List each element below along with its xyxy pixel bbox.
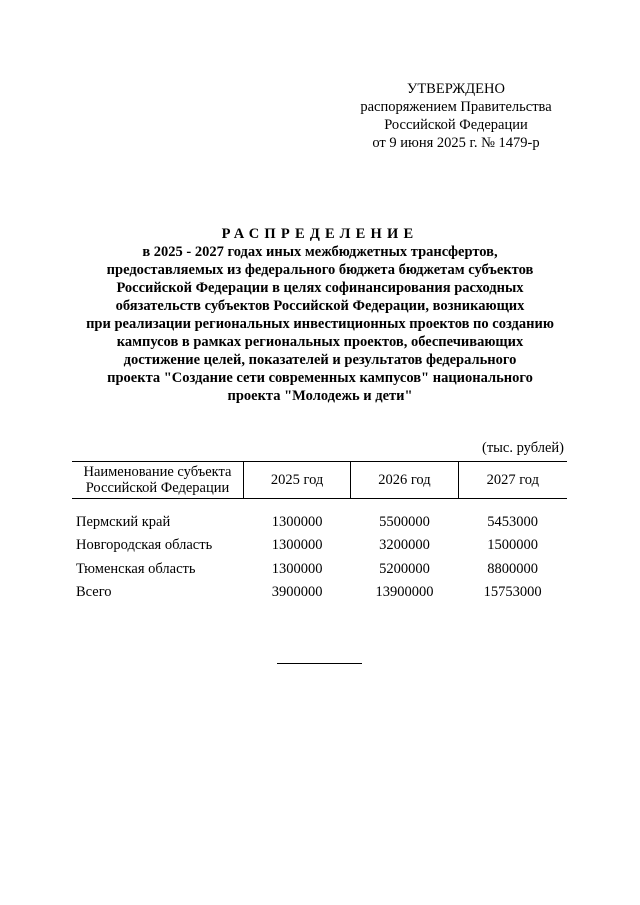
region-name: Тюменская область: [76, 560, 196, 577]
subtitle-line: проекта "Создание сети современных кампусов" национального: [107, 370, 533, 386]
table-header-row: [72, 462, 567, 499]
total-2025: 3900000: [271, 584, 323, 601]
approval-heading: УТВЕРЖДЕНО: [407, 81, 505, 97]
table-row: [72, 534, 567, 558]
value-2025: 1300000: [271, 513, 323, 530]
total-label: Всего: [76, 584, 112, 601]
header-year-2026: 2026 год: [351, 462, 458, 499]
value-2026: 3200000: [379, 537, 430, 554]
total-2026: 13900000: [375, 584, 434, 601]
document-title: РАСПРЕДЕЛЕНИЕ: [221, 226, 419, 242]
closing-rule: [277, 663, 362, 664]
approval-block: [340, 80, 572, 152]
header-region-line: Российской Федерации: [85, 480, 230, 496]
header-year-2025: 2025 год: [243, 462, 350, 499]
header-region-line: Наименование субъекта: [83, 464, 232, 480]
table-total-row: [72, 581, 567, 605]
region-name: Пермский край: [76, 513, 171, 530]
region-name: Новгородская область: [76, 537, 213, 554]
header-year-2027: 2027 год: [458, 462, 567, 499]
value-2026: 5200000: [379, 560, 430, 577]
subtitle-line: проекта "Молодежь и дети": [227, 388, 413, 404]
value-2027: 8800000: [487, 560, 538, 577]
approval-line: Российской Федерации: [384, 117, 528, 133]
value-2027: 1500000: [487, 537, 538, 554]
units-label: (тыс. рублей): [482, 440, 564, 456]
approval-date-number: от 9 июня 2025 г. № 1479-р: [372, 135, 540, 151]
value-2025: 1300000: [271, 560, 323, 577]
subtitle-line: предоставляемых из федерального бюджета бюджетам субъектов: [106, 262, 534, 278]
subtitle-line: кампусов в рамках региональных проектов, обеспечивающих: [116, 334, 524, 350]
distribution-table: [72, 461, 567, 604]
subtitle-line: в 2025 - 2027 годах иных межбюджетных трансфертов,: [142, 244, 498, 260]
header-region-name: [72, 462, 243, 499]
subtitle-line: при реализации региональных инвестиционных проектов по созданию: [86, 316, 554, 332]
subtitle-line: достижение целей, показателей и результатов федерального: [123, 352, 517, 368]
table-row: [72, 557, 567, 581]
value-2026: 5500000: [379, 513, 430, 530]
approval-line: распоряжением Правительства: [360, 99, 552, 115]
document-subtitle: [60, 243, 580, 405]
value-2025: 1300000: [271, 537, 323, 554]
value-2027: 5453000: [487, 513, 538, 530]
subtitle-line: Российской Федерации в целях софинансирования расходных: [116, 280, 524, 296]
table-row: [72, 510, 567, 534]
subtitle-line: обязательств субъектов Российской Федерации, возникающих: [115, 298, 525, 314]
total-2027: 15753000: [483, 584, 542, 601]
